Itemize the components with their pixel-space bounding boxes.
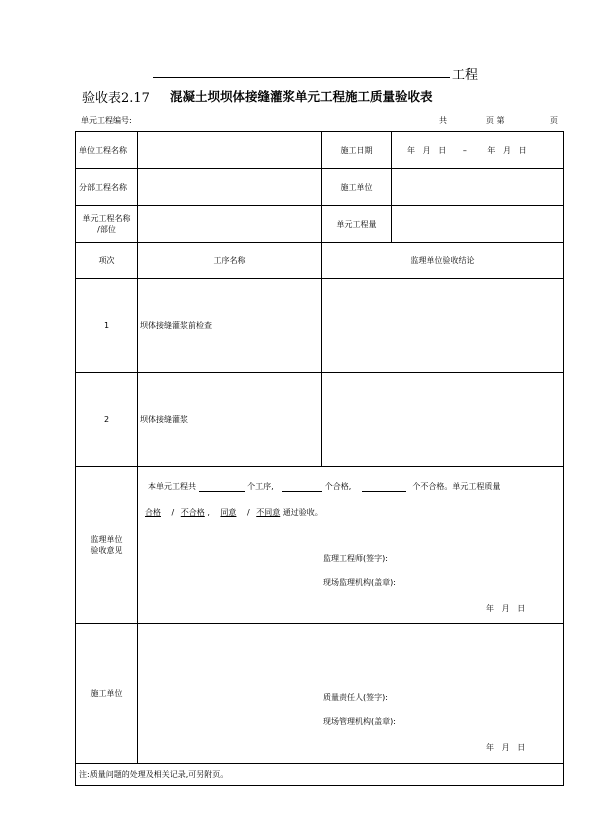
- unit-element-name-line2: /部位: [97, 225, 116, 234]
- item-number: 1: [76, 279, 138, 373]
- item-row: [76, 373, 564, 467]
- unit-element-quantity-field[interactable]: [392, 206, 564, 243]
- item-number: 2: [76, 373, 138, 467]
- unit-project-name-label: 单位工程名称: [76, 132, 138, 169]
- option-pass[interactable]: 合格: [145, 508, 161, 517]
- form-row-header: [76, 243, 564, 279]
- item-conclusion-field[interactable]: [322, 279, 564, 373]
- form-row-division: [76, 169, 564, 206]
- supervision-row: [76, 467, 564, 624]
- construction-date-label: 施工日期: [322, 132, 392, 169]
- form-number: 验收表2.17: [82, 91, 150, 106]
- form-row-unit: [76, 132, 564, 169]
- option-slash-1: /: [171, 508, 175, 517]
- construction-company-field[interactable]: [392, 169, 564, 206]
- supervision-label-line2: 验收意见: [90, 546, 123, 555]
- construction-org-seal: 现场管理机构(盖章):: [323, 717, 396, 726]
- construction-opinion-cell: [138, 624, 564, 764]
- construction-label: 施工单位: [76, 624, 138, 764]
- item-row: [76, 279, 564, 373]
- supervision-org-seal: 现场监理机构(盖章):: [323, 578, 396, 587]
- supervision-label-line1: 监理单位: [90, 535, 123, 544]
- date-to: 年 月 日: [487, 145, 527, 155]
- footnote: 注:质量问题的处理及相关记录,可另附页。: [76, 764, 564, 786]
- unit-code-label: 单元工程编号:: [81, 116, 132, 125]
- division-project-name-label: 分部工程名称: [76, 169, 138, 206]
- col-process-header: 工序名称: [138, 243, 322, 279]
- item-name: 坝体接缝灌浆: [138, 373, 322, 467]
- construction-row: [76, 624, 564, 764]
- unit-project-name-field[interactable]: [138, 132, 322, 169]
- supervision-label: [76, 467, 138, 624]
- page-suffix: 页: [550, 116, 558, 125]
- option-agree[interactable]: 同意: [220, 508, 237, 517]
- form-title: 混凝土坝坝体接缝灌浆单元工程施工质量验收表: [170, 89, 433, 104]
- option-comma: ,: [207, 508, 210, 517]
- construction-responsible-signature: 质量责任人(签字):: [323, 693, 388, 702]
- unit-element-name-line1: 单元工程名称: [82, 214, 131, 223]
- page-total-prefix: 共: [439, 116, 447, 125]
- page-mid: 页 第: [486, 116, 505, 125]
- pass-count-blank[interactable]: [282, 482, 322, 492]
- construction-company-label: 施工单位: [322, 169, 392, 206]
- project-name-line: [153, 77, 450, 78]
- date-dash: –: [462, 145, 467, 155]
- supervision-text-end: 通过验收。: [282, 508, 323, 517]
- form-row-element: [76, 206, 564, 243]
- col-conclusion-header: 监理单位验收结论: [322, 243, 564, 279]
- division-project-name-field[interactable]: [138, 169, 322, 206]
- footnote-row: [76, 764, 564, 786]
- option-fail[interactable]: 不合格: [180, 508, 205, 517]
- supervision-opinion-cell: [138, 467, 564, 624]
- unit-element-name-label: [76, 206, 138, 243]
- supervision-text-c: 个合格,: [324, 482, 352, 491]
- unit-element-name-field[interactable]: [138, 206, 322, 243]
- construction-date: 年 月 日: [486, 743, 526, 752]
- fail-count-blank[interactable]: [362, 482, 406, 492]
- process-count-blank[interactable]: [199, 482, 245, 492]
- unit-element-quantity-label: 单元工程量: [322, 206, 392, 243]
- date-from: 年 月 日: [407, 145, 447, 155]
- supervision-text-d: 个不合格。单元工程质量: [412, 482, 501, 491]
- item-conclusion-field[interactable]: [322, 373, 564, 467]
- supervision-date: 年 月 日: [486, 604, 526, 613]
- supervision-engineer-signature: 监理工程师(签字):: [323, 554, 388, 563]
- supervision-text-b: 个工序,: [247, 482, 274, 491]
- project-suffix: 工程: [452, 68, 479, 83]
- option-slash-2: /: [246, 508, 250, 517]
- supervision-line1: [148, 481, 500, 492]
- item-name: 坝体接缝灌浆前检查: [138, 279, 322, 373]
- construction-date-field[interactable]: [392, 132, 564, 169]
- col-item-header: 项次: [76, 243, 138, 279]
- acceptance-form-table: [75, 131, 564, 786]
- supervision-line2: [145, 507, 323, 518]
- option-disagree[interactable]: 不同意: [256, 508, 281, 517]
- supervision-text-a: 本单元工程共: [148, 482, 196, 491]
